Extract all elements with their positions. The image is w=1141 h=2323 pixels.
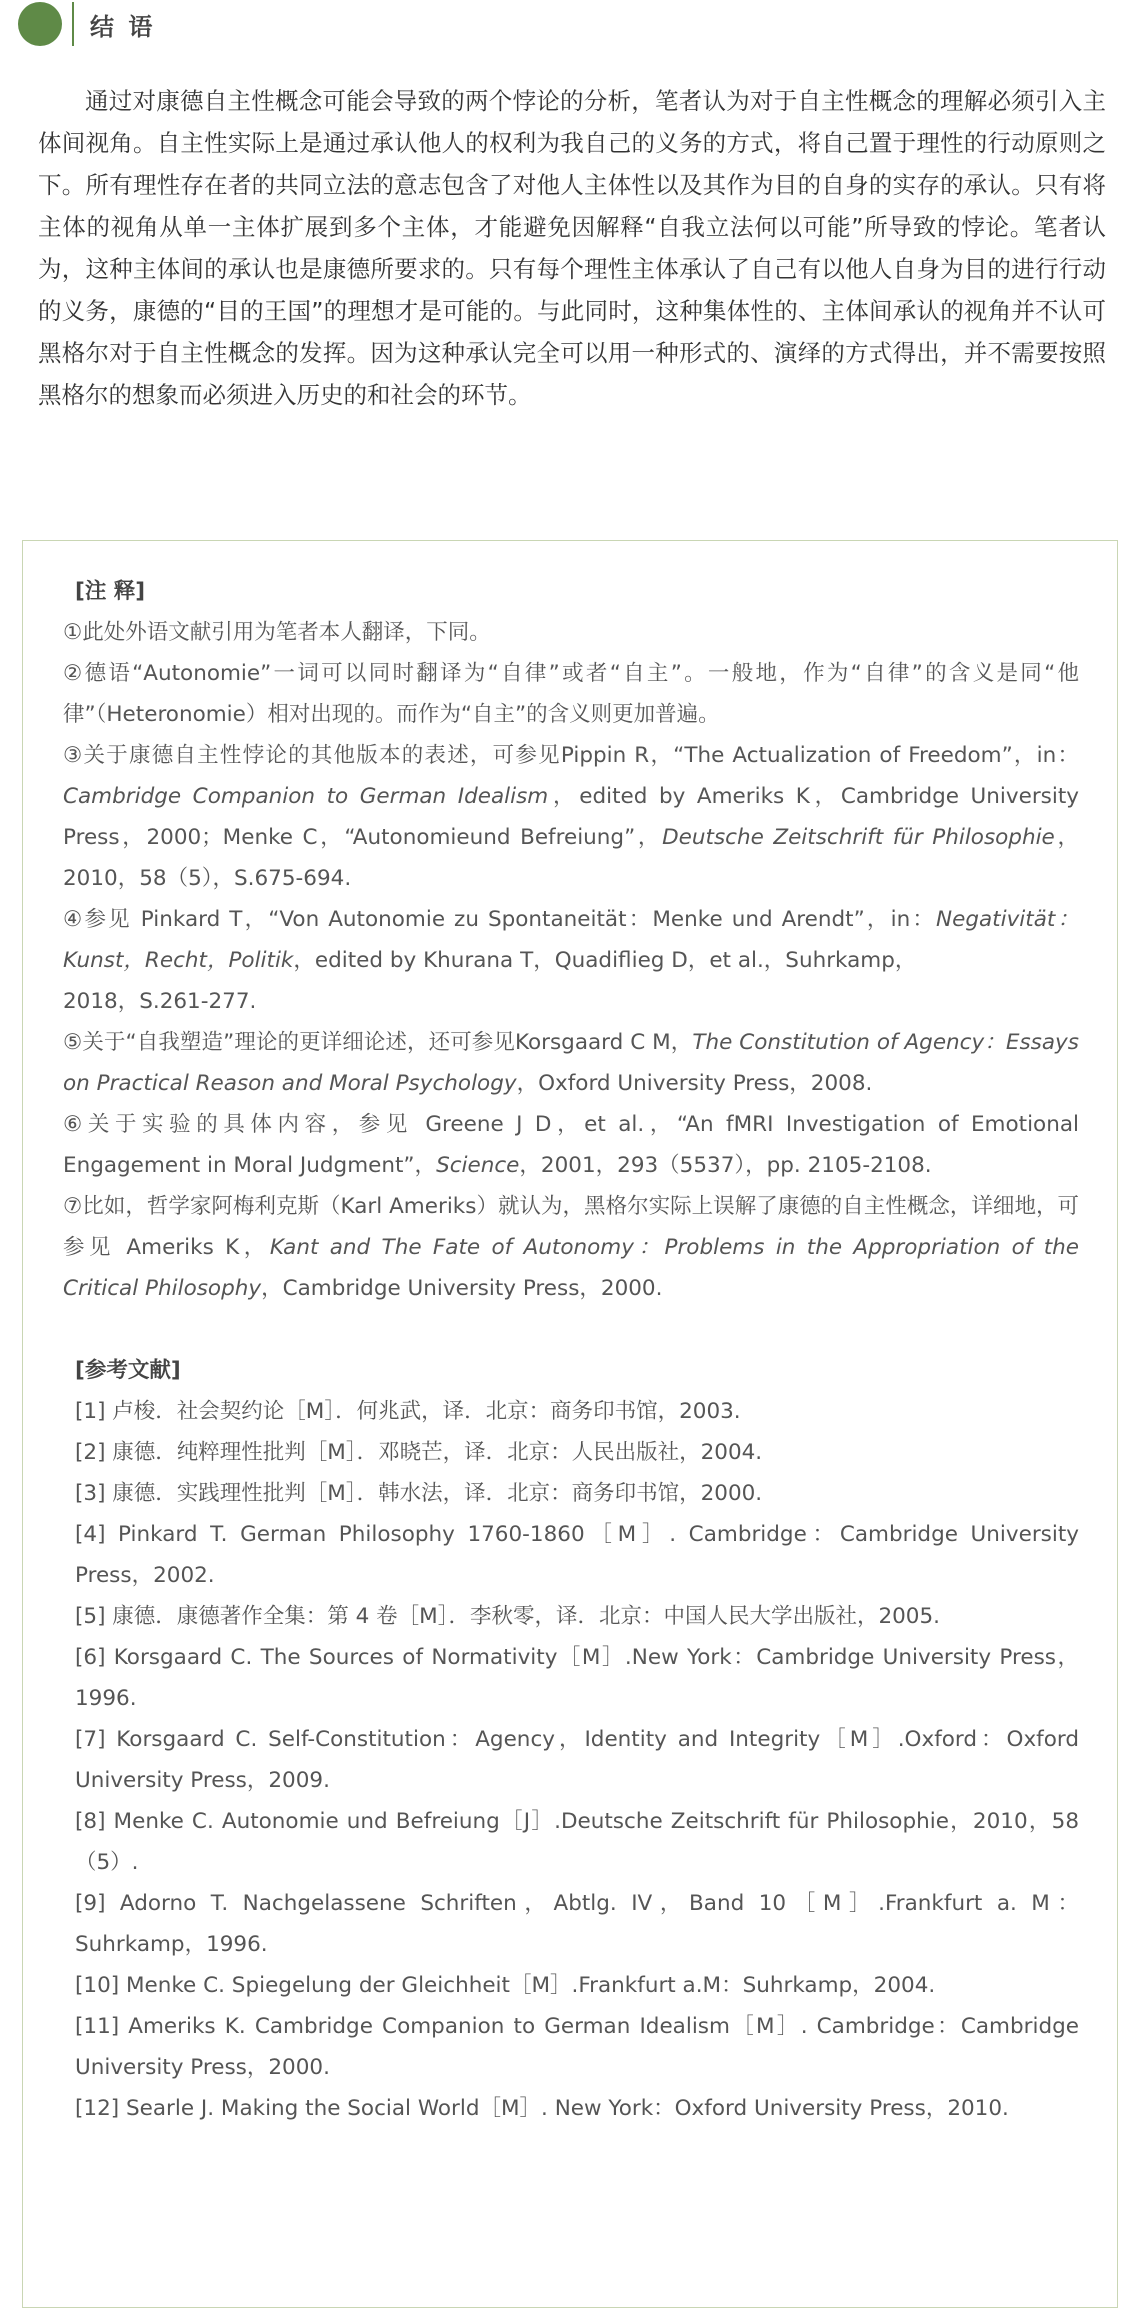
header-divider xyxy=(72,2,74,46)
references-title: [参考文献] xyxy=(75,1358,181,1383)
notes-box xyxy=(22,540,1118,2308)
note-6: ⑥关于实验的具体内容，参见 Greene J D，et al.，“An fMRI Investigation of Emotional Engagement in Moral Judgment”，Science，2001，293（5537），pp. 2105-2108. xyxy=(63,1112,1079,1178)
note-4: ④参见 Pinkard T，“Von Autonomie zu Spontaneität：Menke und Arendt”，in：Negativität：Kunst，Recht，Politik，edited by Khurana T，Quadiflieg D，et al.，Suhrkamp， 2018，S.261-277. xyxy=(63,907,1079,1014)
reference-item: [4] Pinkard T. German Philosophy 1760-1860［M］. Cambridge：Cambridge University Press，2002. xyxy=(75,1522,1079,1588)
conclusion-paragraph: 通过对康德自主性概念可能会导致的两个悖论的分析，笔者认为对于自主性概念的理解必须引入主体间视角。自主性实际上是通过承认他人的权利为我自己的义务的方式，将自己置于理性的行动原则之下。所有理性存在者的共同立法的意志包含了对他人主体性以及其作为目的自身的实存的承认。只有将主体的视角从单一主体扩展到多个主体，才能避免因解释“自我立法何以可能”所导致的悖论。笔者认为，这种主体间的承认也是康德所要求的。只有每个理性主体承认了自己有以他人自身为目的进行行动的义务，康德的“目的王国”的理想才是可能的。与此同时，这种集体性的、主体间承认的视角并不认可黑格尔对于自主性概念的发挥。因为这种承认完全可以用一种形式的、演绎的方式得出，并不需要按照黑格尔的想象而必须进入历史的和社会的环节。 xyxy=(38,87,1106,409)
reference-item: [10] Menke C. Spiegelung der Gleichheit［M］.Frankfurt a.M：Suhrkamp，2004. xyxy=(75,1973,936,1998)
note-2: ②德语“Autonomie”一词可以同时翻译为“自律”或者“自主”。一般地，作为“自律”的含义是同“他律”（Heteronomie）相对出现的。而作为“自主”的含义则更加普遍。 xyxy=(63,661,1079,727)
section-title: 结 语 xyxy=(90,12,156,41)
reference-item: [2] 康德．纯粹理性批判［M］．邓晓芒，译．北京：人民出版社，2004. xyxy=(75,1440,763,1465)
note-1: ①此处外语文献引用为笔者本人翻译，下同。 xyxy=(63,620,491,645)
reference-item: [5] 康德．康德著作全集：第 4 卷［M］．李秋零，译．北京：中国人民大学出版社，2005. xyxy=(75,1604,940,1629)
reference-item: [11] Ameriks K. Cambridge Companion to German Idealism［M］. Cambridge：Cambridge University Press，2000. xyxy=(75,2014,1079,2080)
note-3: ③关于康德自主性悖论的其他版本的表述，可参见Pippin R，“The Actualization of Freedom”，in：Cambridge Companion to German Idealism，edited by Ameriks K，Cambridge University Press，2000；Menke C，“Autonomieund Befreiung”，Deutsche Zeitschrift für Philosophie，2010，58（5），S.675-694. xyxy=(63,743,1079,891)
reference-item: [6] Korsgaard C. The Sources of Normativity［M］.New York：Cambridge University Press，1996. xyxy=(75,1645,1079,1711)
notes-title: [注 释] xyxy=(75,579,146,604)
reference-item: [8] Menke C. Autonomie und Befreiung［J］.Deutsche Zeitschrift für Philosophie，2010，58（5）. xyxy=(75,1809,1079,1875)
reference-item: [1] 卢梭．社会契约论［M］．何兆武，译．北京：商务印书馆，2003. xyxy=(75,1399,741,1424)
reference-item: [3] 康德．实践理性批判［M］．韩水法，译．北京：商务印书馆，2000. xyxy=(75,1481,763,1506)
green-circle-icon xyxy=(18,2,62,46)
reference-item: [12] Searle J. Making the Social World［M］. New York：Oxford University Press，2010. xyxy=(75,2096,1009,2121)
note-7: ⑦比如，哲学家阿梅利克斯（Karl Ameriks）就认为，黑格尔实际上误解了康德的自主性概念，详细地，可参见 Ameriks K，Kant and The Fate of Autonomy：Problems in the Appropriation of the Critical Philosophy，Cambridge University Press，2000. xyxy=(63,1194,1079,1301)
reference-item: [7] Korsgaard C. Self-Constitution：Agency，Identity and Integrity［M］.Oxford：Oxford University Press，2009. xyxy=(75,1727,1079,1793)
reference-item: [9] Adorno T. Nachgelassene Schriften，Abtlg. IV，Band 10［M］.Frankfurt a. M：Suhrkamp，1996. xyxy=(75,1891,1079,1957)
section-header xyxy=(18,2,155,46)
note-5: ⑤关于“自我塑造”理论的更详细论述，还可参见Korsgaard C M，The Constitution of Agency：Essays on Practical Reason and Moral Psychology，Oxford University Press，2008. xyxy=(63,1030,1079,1096)
